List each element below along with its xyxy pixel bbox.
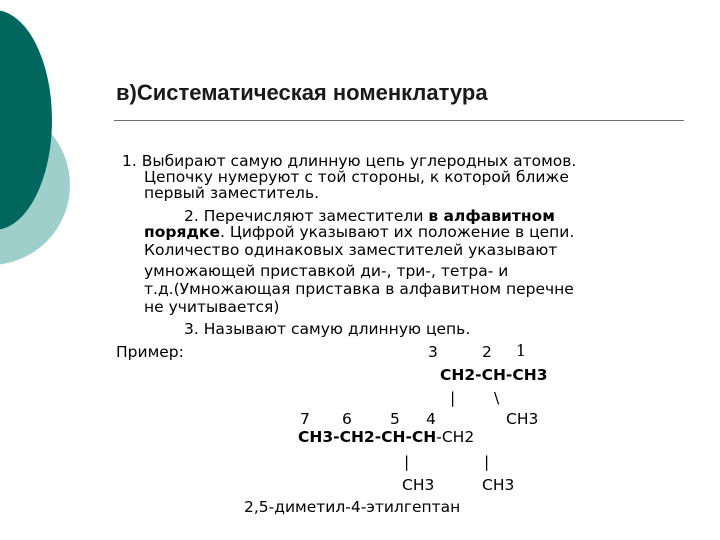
body-line-5 <box>144 223 574 241</box>
locant-5: 5 <box>390 410 400 428</box>
body-line-4-bold: в алфавитном <box>428 207 555 225</box>
locant-3: 3 <box>428 343 438 361</box>
locant-1: 1 <box>516 342 526 360</box>
body-line-6: Количество одинаковых заместителей указывают <box>144 241 558 259</box>
bond-diagonal: \ <box>494 389 500 407</box>
body-line-1: 1. Выбирают самую длинную цепь углеродных атомов. <box>122 152 577 170</box>
body-line-3: первый заместитель. <box>144 184 320 202</box>
title-divider <box>114 120 684 121</box>
body-line-5-text: . Цифрой указывают их положение в цепи. <box>219 223 575 241</box>
locant-6: 6 <box>342 410 352 428</box>
locant-2: 2 <box>482 343 492 361</box>
bond-vertical-left: | <box>404 453 410 471</box>
locant-7: 7 <box>300 410 310 428</box>
example-label: Пример: <box>116 343 184 361</box>
slide-title: в)Систематическая номенклатура <box>116 80 488 105</box>
body-line-9: не учитывается) <box>144 298 280 316</box>
bond-vertical-top: | <box>450 389 456 407</box>
branch-ch3: CH3 <box>506 410 539 428</box>
formula-top-chain: CH2-CH-CH3 <box>440 366 548 384</box>
body-line-10: 3. Называют самую длинную цепь. <box>184 320 471 338</box>
decorative-circles <box>0 0 130 300</box>
main-chain-end: -CH2 <box>436 428 475 446</box>
locant-4: 4 <box>426 410 436 428</box>
substituent-right: CH3 <box>482 476 515 494</box>
main-chain-bold: CH3-CH2-CH-CH <box>298 428 437 446</box>
body-line-2: Цепочку нумеруют с той стороны, к которой ближе <box>144 168 569 186</box>
compound-name: 2,5-диметил-4-этилгептан <box>244 498 461 516</box>
substituent-left: CH3 <box>402 476 435 494</box>
body-line-7: умножающей приставкой ди-, три-, тетра- и <box>144 262 509 280</box>
body-line-4-text: 2. Перечисляют заместители <box>184 207 429 225</box>
body-line-8: т.д.(Умножающая приставка в алфавитном перечне <box>144 280 574 298</box>
formula-main-chain <box>298 428 474 446</box>
bond-vertical-right: | <box>484 453 490 471</box>
body-line-5-bold: порядке <box>144 223 220 241</box>
